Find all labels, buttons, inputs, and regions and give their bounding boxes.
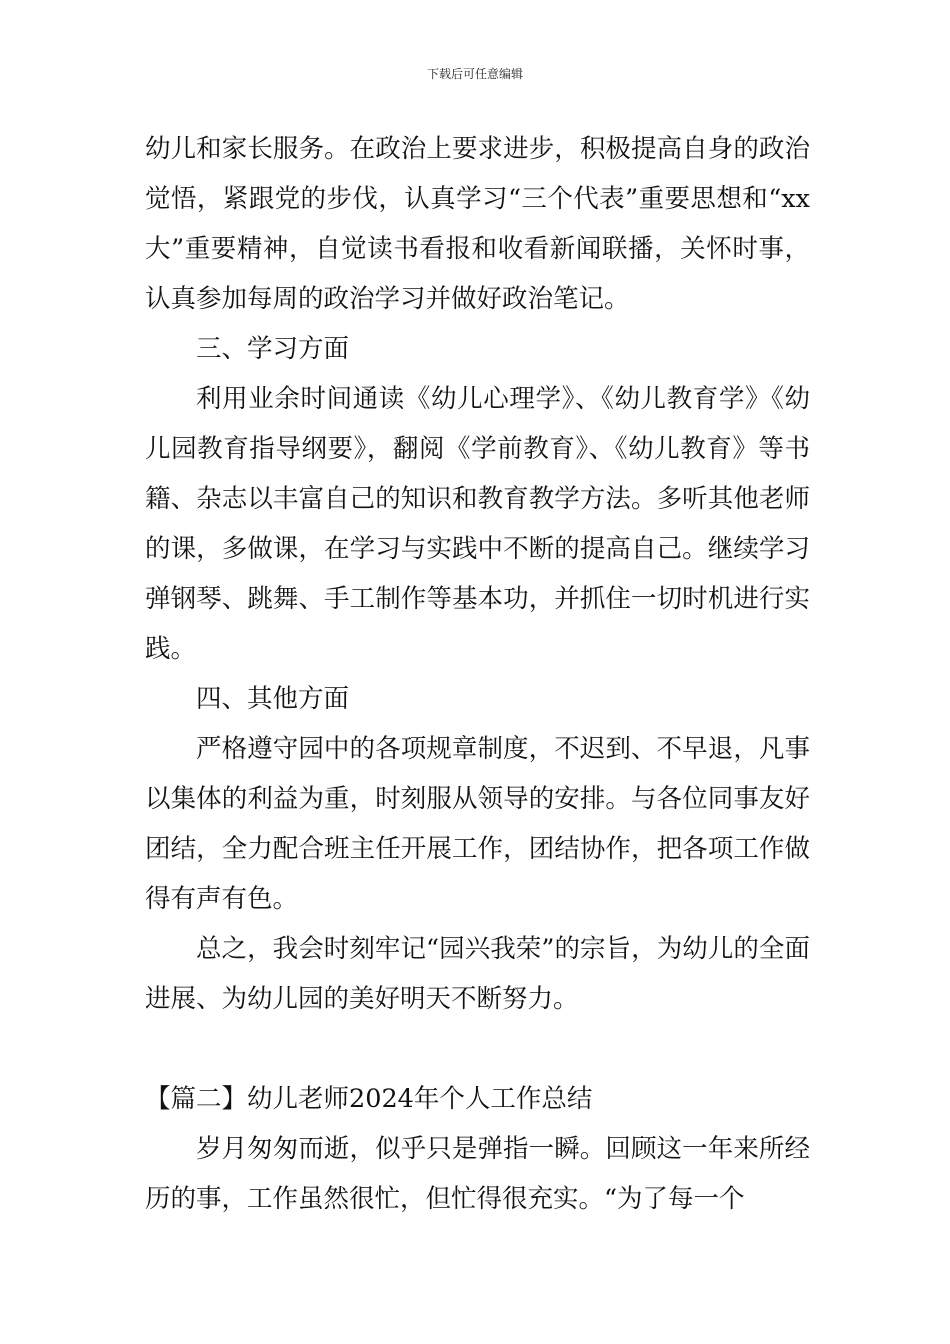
paragraph-political-study: 幼儿和家长服务。在政治上要求进步，积极提高自身的政治觉悟，紧跟党的步伐，认真学习“三个代表”重要思想和“xx大”重要精神，自觉读书看报和收看新闻联播，关怀时事，认真参加每周的政治学习并做好政治笔记。	[145, 134, 810, 314]
page-header-note: 下载后可任意编辑	[426, 67, 523, 81]
paragraph-discipline: 严格遵守园中的各项规章制度，不迟到、不早退，凡事以集体的利益为重，时刻服从领导的安排。与各位同事友好团结，全力配合班主任开展工作，团结协作，把各项工作做得有声有色。	[145, 734, 810, 914]
section-two-title: 【篇二】幼儿老师2024年个人工作总结	[145, 1084, 593, 1114]
document-body	[145, 124, 810, 1224]
paragraph-conclusion: 总之，我会时刻牢记“园兴我荣”的宗旨，为幼儿的全面进展、为幼儿园的美好明天不断努力。	[145, 934, 810, 1014]
section-spacer	[145, 1024, 810, 1074]
heading-study-aspect: 三、学习方面	[196, 334, 350, 364]
paragraph-section-two-intro: 岁月匆匆而逝，似乎只是弹指一瞬。回顾这一年来所经历的事，工作虽然很忙，但忙得很充实。“为了每一个	[145, 1134, 810, 1214]
paragraph-study-details: 利用业余时间通读《幼儿心理学》、《幼儿教育学》《幼儿园教育指导纲要》，翻阅《学前教育》、《幼儿教育》等书籍、杂志以丰富自己的知识和教育教学方法。多听其他老师的课，多做课，在学习与实践中不断的提高自己。继续学习弹钢琴、跳舞、手工制作等基本功，并抓住一切时机进行实践。	[145, 384, 810, 664]
heading-other-aspects: 四、其他方面	[196, 684, 350, 714]
